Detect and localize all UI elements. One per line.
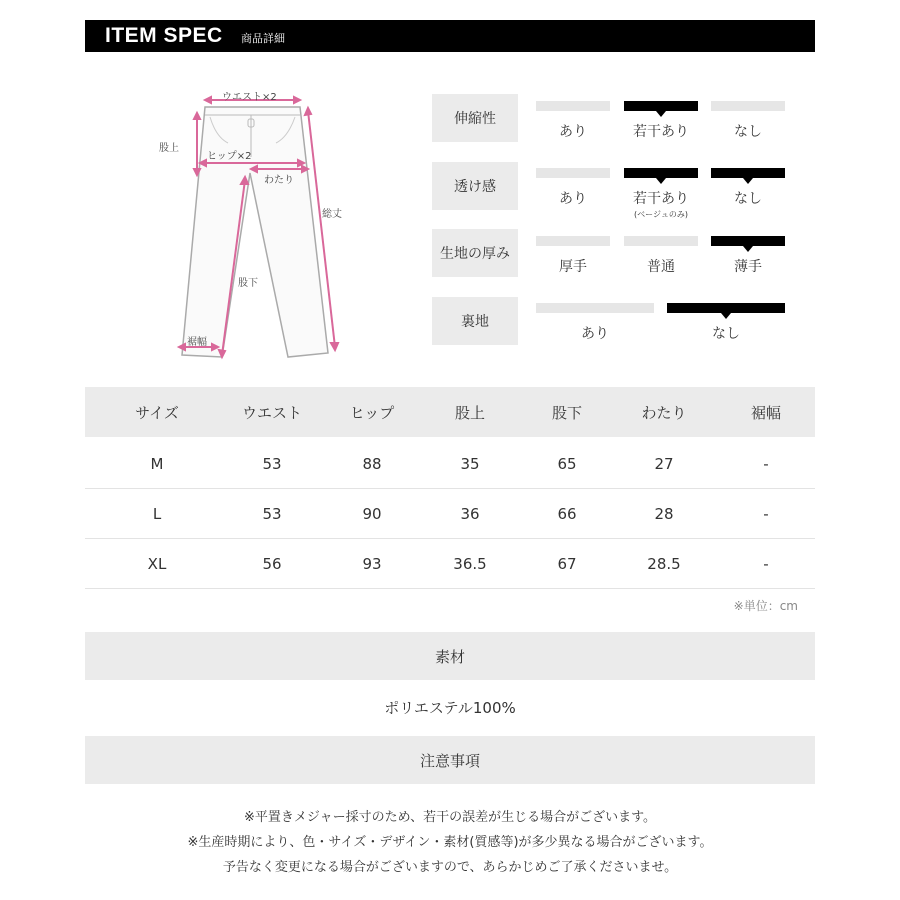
caution-heading: 注意事項: [85, 736, 815, 784]
table-divider: [85, 538, 815, 539]
diagram-label-hip: ヒップ×2: [207, 151, 252, 162]
attr-bar-stretch-1: [536, 101, 610, 111]
attr-bar-sheer-3: [711, 168, 785, 178]
attr-label-lining: 裏地: [432, 297, 518, 345]
caution-line: 予告なく変更になる場合がございますので、あらかじめご了承くださいませ。: [222, 860, 678, 875]
diagram-label-hem: 裾幅: [187, 337, 207, 348]
table-cell: 53: [262, 455, 282, 473]
table-cell: 28.5: [647, 555, 681, 573]
table-cell: 88: [362, 455, 382, 473]
table-cell: 90: [362, 505, 382, 523]
attr-option: 薄手: [734, 259, 762, 275]
table-header-cell: 裾幅: [750, 404, 781, 422]
attr-bar-stretch-2: [624, 101, 698, 111]
table-cell: 67: [557, 555, 577, 573]
diagram-label-waist: ウエスト×2: [222, 92, 277, 103]
attr-label-thickness: 生地の厚み: [432, 229, 518, 277]
table-cell: L: [152, 505, 162, 523]
table-cell: 93: [362, 555, 382, 573]
diagram-label-length: 総丈: [322, 209, 342, 220]
material-heading: 素材: [85, 632, 815, 680]
attr-option: 普通: [647, 259, 675, 275]
table-cell: 35: [460, 455, 480, 473]
table-cell: 36: [460, 505, 480, 523]
table-cell: 66: [557, 505, 577, 523]
table-cell: XL: [147, 555, 167, 573]
attr-option: なし: [734, 124, 762, 140]
table-header-cell: 股上: [454, 404, 485, 422]
attr-option: あり: [581, 326, 609, 342]
attr-bar-sheer-1: [536, 168, 610, 178]
attr-option: なし: [712, 326, 740, 342]
table-header-cell: ウエスト: [241, 404, 302, 422]
table-cell: 53: [262, 505, 282, 523]
attr-bar-thick-3: [711, 236, 785, 246]
attr-option: 厚手: [559, 259, 587, 275]
table-cell: 65: [557, 455, 577, 473]
table-header-cell: わたり: [641, 404, 687, 422]
table-cell: -: [763, 555, 769, 573]
table-cell: 27: [654, 455, 674, 473]
table-cell: M: [150, 455, 164, 473]
table-cell: 56: [262, 555, 282, 573]
attr-bar-thick-2: [624, 236, 698, 246]
diagram-label-thigh: わたり: [264, 175, 294, 186]
attr-option-note: (ベージュのみ): [634, 210, 688, 219]
material-value: ポリエステル100%: [384, 699, 516, 717]
attr-option: あり: [559, 191, 587, 207]
table-cell: 36.5: [453, 555, 487, 573]
attr-label-sheerness: 透け感: [432, 162, 518, 210]
table-cell: -: [763, 455, 769, 473]
table-divider: [85, 588, 815, 589]
attr-bar-lining-2: [667, 303, 785, 313]
attr-option: 若干あり: [633, 124, 689, 140]
table-header-cell: ヒップ: [349, 404, 395, 422]
section-header: [85, 20, 815, 52]
attr-bar-sheer-2: [624, 168, 698, 178]
diagram-label-inseam: 股下: [238, 278, 258, 289]
attr-option: 若干あり: [633, 191, 689, 207]
attr-bar-lining-1: [536, 303, 654, 313]
table-cell: -: [763, 505, 769, 523]
attr-label-stretch: 伸縮性: [432, 94, 518, 142]
table-header-cell: 股下: [551, 404, 582, 422]
attr-bar-thick-1: [536, 236, 610, 246]
caution-line: ※平置きメジャー採寸のため、若干の誤差が生じる場合がございます。: [243, 810, 657, 825]
table-divider: [85, 488, 815, 489]
attr-bar-stretch-3: [711, 101, 785, 111]
table-cell: 28: [654, 505, 674, 523]
attr-option: あり: [559, 124, 587, 140]
table-header-cell: サイズ: [135, 404, 179, 422]
diagram-label-rise: 股上: [159, 143, 179, 154]
section-subtitle: 商品詳細: [241, 32, 285, 45]
section-title: ITEM SPEC: [105, 24, 223, 47]
pants-diagram: [150, 85, 360, 365]
caution-line: ※生産時期により、色・サイズ・デザイン・素材(質感等)が多少異なる場合がございます。: [187, 835, 713, 850]
pants-diagram-icon: [150, 85, 360, 365]
attr-option: なし: [734, 191, 762, 207]
unit-note: ※単位：cm: [733, 599, 798, 613]
